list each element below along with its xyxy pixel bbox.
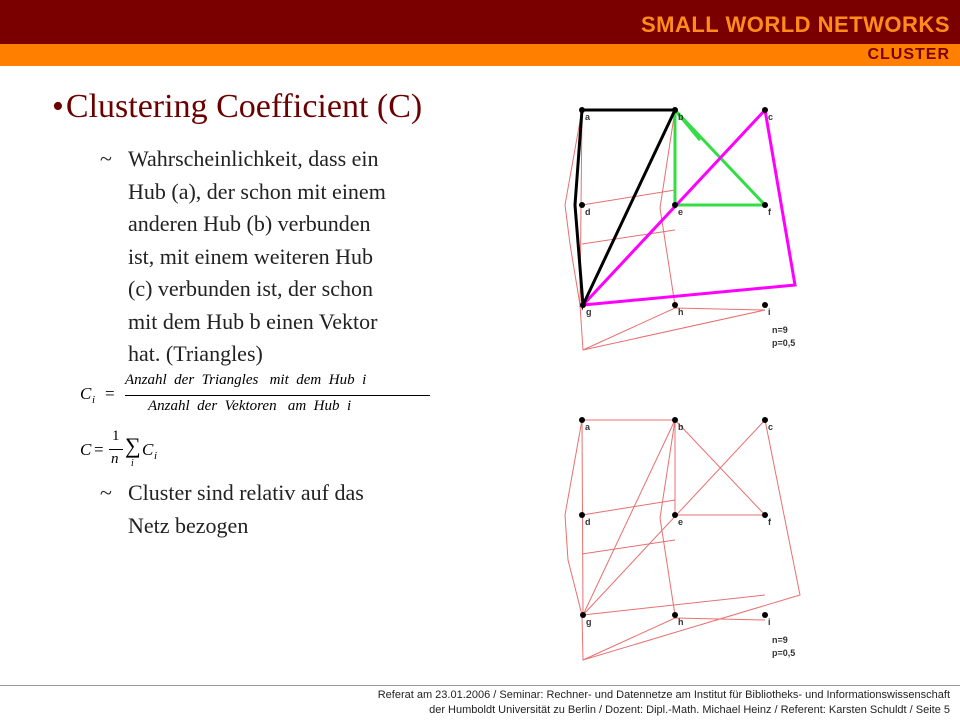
formula-local-cluster: C i = Anzahl der Triangles mit dem Hub i Anzahl der Vektoren am Hub i [80, 372, 440, 416]
edge [582, 540, 675, 554]
formula-denominator: Anzahl der Vektoren am Hub i [148, 398, 352, 414]
definition-line: ist, mit einem weiteren Hub [128, 243, 373, 269]
footer-divider [0, 685, 960, 686]
node-label: c [768, 422, 774, 432]
node-label: g [586, 307, 592, 317]
section-title: CLUSTER [867, 46, 950, 63]
graph-caption: p=0,5 [772, 338, 796, 348]
bullet-marker: ~ [100, 480, 112, 505]
edge [660, 420, 675, 615]
node-label: a [585, 112, 591, 122]
footer-line: der Humboldt Universität zu Berlin / Dozent: Dipl.-Math. Michael Heinz / Referent: Karsten Schuldt / Seite 5 [429, 704, 950, 716]
node-label: d [585, 207, 591, 217]
main-heading [52, 88, 422, 126]
edge [583, 595, 765, 615]
edge [583, 310, 765, 350]
node-label: d [585, 517, 591, 527]
definition-line: Wahrscheinlichkeit, dass ein [128, 146, 379, 171]
footer-line: Referat am 23.01.2006 / Seminar: Rechner- und Datennetze am Institut für Bibliotheks- und Informationswissenschaft [377, 689, 950, 701]
formula-numerator: Anzahl der Triangles mit dem Hub i [125, 372, 367, 388]
definition-line: (c) verbunden ist, der schon [128, 276, 373, 301]
footer [378, 688, 950, 718]
sum-symbol: ∑ [125, 433, 141, 458]
graph-caption: n=9 [772, 325, 788, 335]
relative-line: Netz bezogen [128, 512, 249, 538]
node-label: i [768, 617, 771, 627]
node-label: b [678, 422, 684, 432]
node-label: f [768, 207, 771, 217]
heading-bullet: • [52, 88, 64, 125]
definition-line: anderen Hub (b) verbunden [128, 211, 371, 236]
node-label: c [768, 112, 774, 122]
edge [582, 230, 675, 244]
node-label: h [678, 617, 684, 627]
node-label: e [678, 517, 684, 527]
node-label: a [585, 422, 591, 432]
node-label: g [586, 617, 592, 627]
node-label: e [678, 207, 684, 217]
formula-global-cluster: C = 1 n ∑ i C i [80, 428, 158, 469]
node-label: b [678, 112, 684, 122]
subheader-bar [0, 44, 960, 66]
node-label: f [768, 517, 771, 527]
triangle-cgi [583, 110, 795, 305]
node-label: h [678, 307, 684, 317]
fraction-bar [125, 395, 430, 396]
graph-top [560, 100, 820, 355]
node-label: i [768, 307, 771, 317]
edge [583, 618, 765, 660]
relative-line: Cluster sind relativ auf das [128, 480, 364, 505]
bullet-marker: ~ [100, 146, 112, 171]
definition-line: hat. (Triangles) [128, 341, 263, 366]
slide-title: SMALL WORLD NETWORKS [640, 12, 950, 37]
header-bar [0, 0, 960, 44]
definition-line: Hub (a), der schon mit einem [128, 178, 386, 204]
definition-line: mit dem Hub b einen Vektor [128, 308, 378, 334]
graph-caption: n=9 [772, 635, 788, 645]
heading-text: Clustering Coefficient (C) [65, 88, 423, 125]
graph-caption: p=0,5 [772, 648, 796, 658]
edge [583, 420, 675, 615]
graph-bottom [560, 410, 820, 665]
